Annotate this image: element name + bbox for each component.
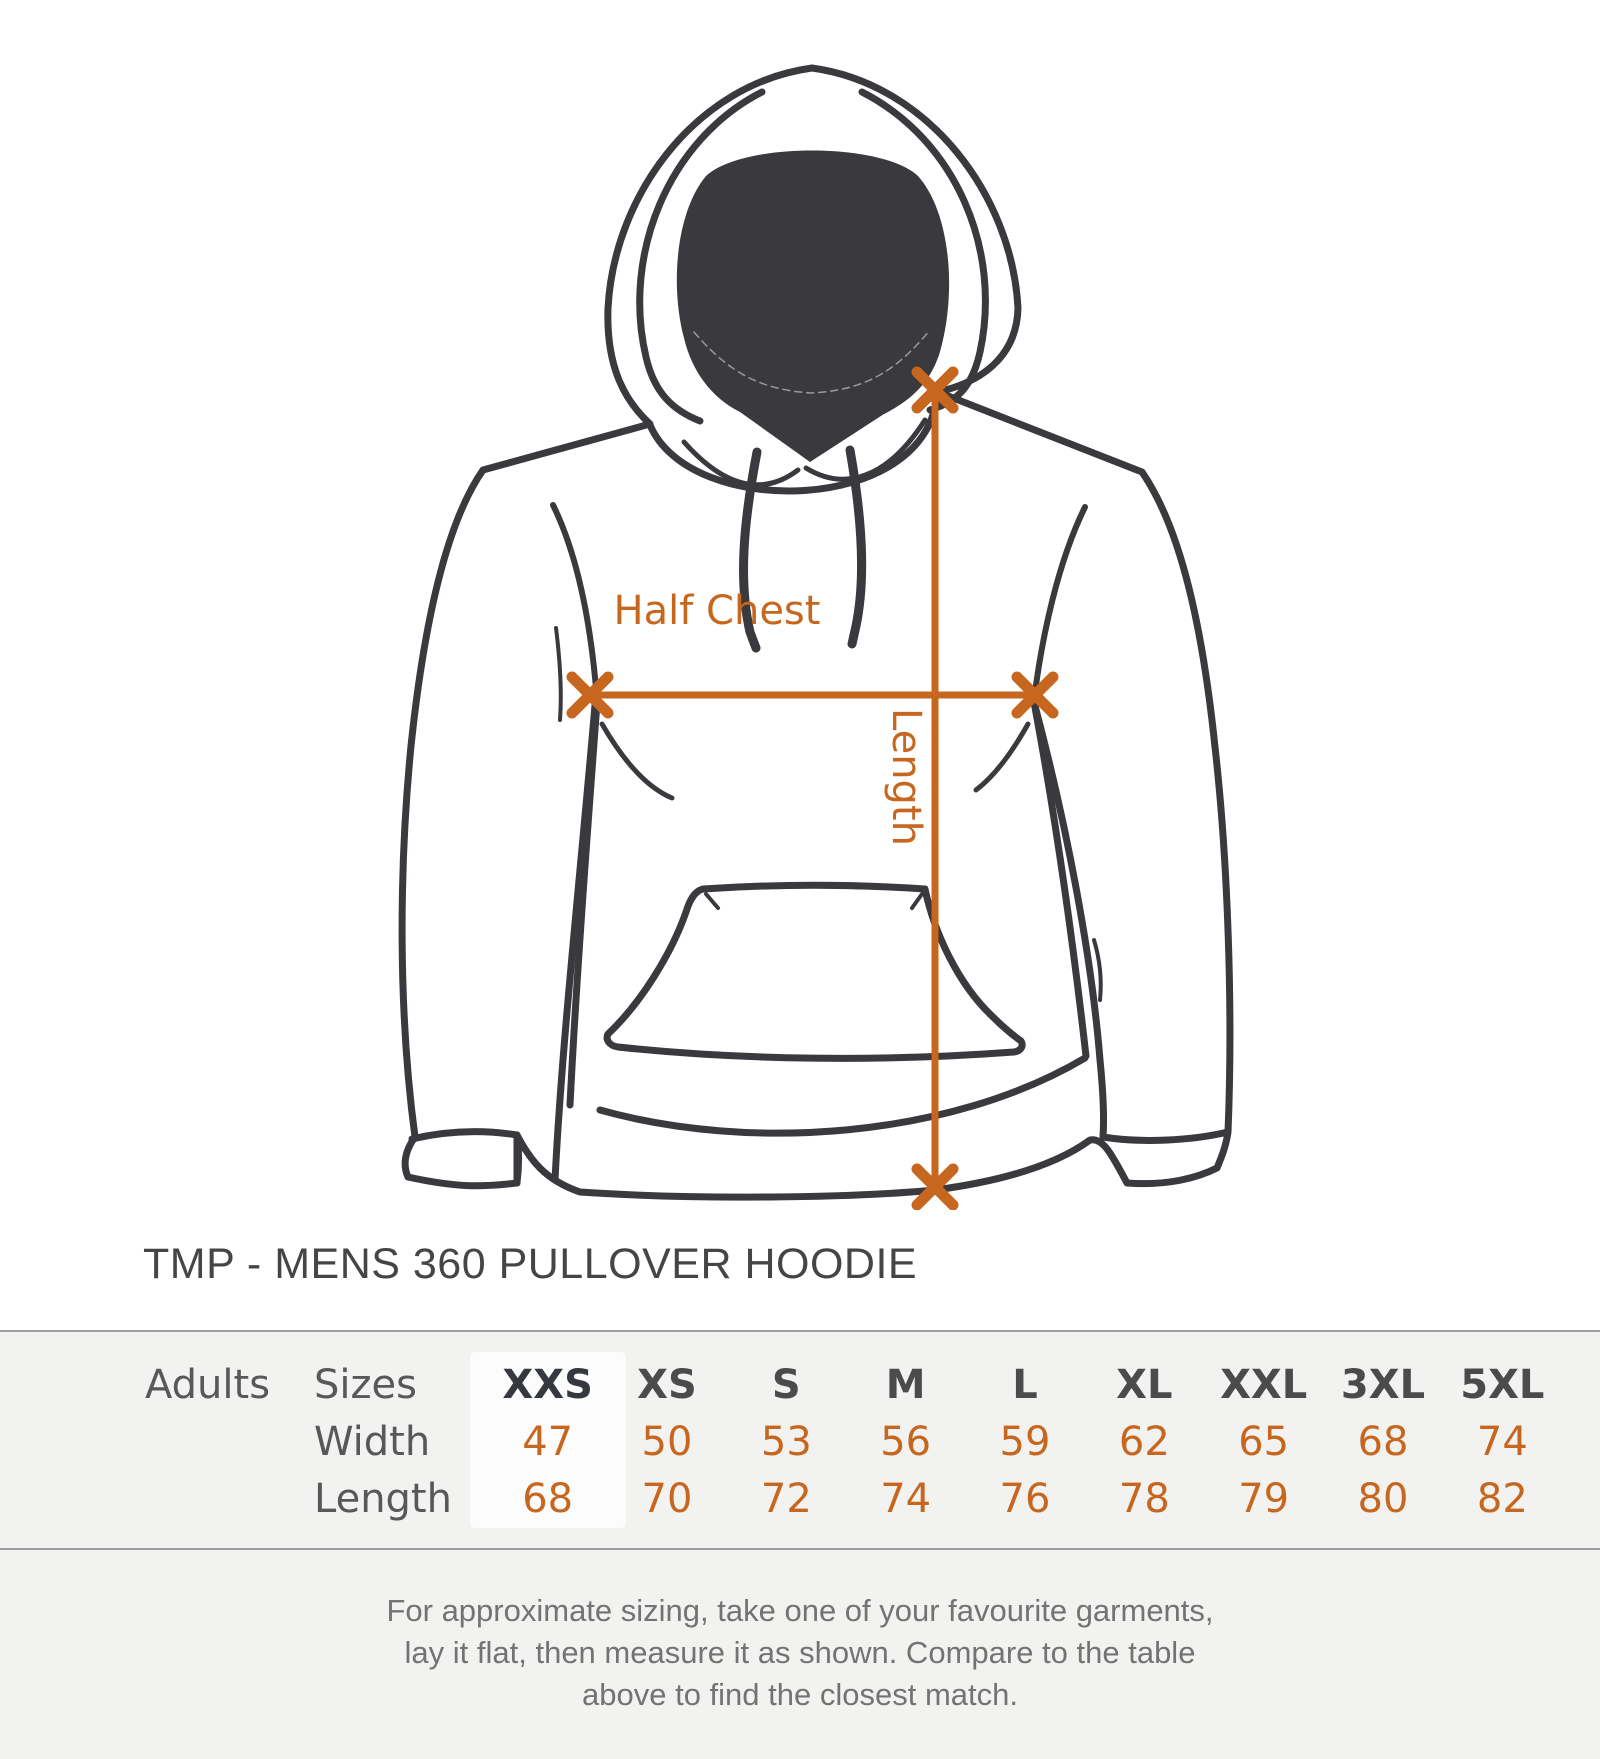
footer-band xyxy=(0,1548,1600,1759)
size-header-cell: 5XL xyxy=(1460,1362,1545,1408)
size-table-width-row xyxy=(0,1418,1600,1466)
size-header-cell: M xyxy=(885,1362,926,1408)
length-value-cell: 79 xyxy=(1238,1476,1290,1522)
row-label-length: Length xyxy=(314,1476,452,1522)
width-value-cell: 56 xyxy=(880,1419,932,1465)
length-label: Length xyxy=(883,708,929,846)
size-header-cell: 3XL xyxy=(1340,1362,1426,1408)
size-table-length-row xyxy=(0,1475,1600,1523)
length-value-cell: 68 xyxy=(522,1476,574,1522)
sizing-instructions-line2: lay it flat, then measure it as shown. Compare to the table xyxy=(404,1635,1196,1670)
width-value-cell: 47 xyxy=(522,1419,574,1465)
width-value-cell: 68 xyxy=(1357,1419,1409,1465)
width-value-cell: 53 xyxy=(760,1419,812,1465)
sizing-instructions xyxy=(0,1590,1600,1716)
size-table xyxy=(0,1330,1600,1548)
width-value-cell: 50 xyxy=(641,1419,693,1465)
half-chest-label: Half Chest xyxy=(613,588,821,634)
length-value-cell: 74 xyxy=(880,1476,932,1522)
size-header-cell: S xyxy=(771,1362,801,1408)
product-title: TMP - MENS 360 PULLOVER HOODIE xyxy=(143,1240,918,1288)
length-value-cell: 76 xyxy=(999,1476,1051,1522)
size-header-cell: XL xyxy=(1116,1362,1173,1408)
size-header-cell: XXS xyxy=(502,1362,593,1408)
length-value-cell: 78 xyxy=(1118,1476,1170,1522)
size-header-cell: L xyxy=(1012,1362,1038,1408)
sizing-instructions-line1: For approximate sizing, take one of your favourite garments, xyxy=(386,1593,1214,1628)
size-table-header-row xyxy=(0,1361,1600,1409)
length-value-cell: 80 xyxy=(1357,1476,1409,1522)
group-label: Adults xyxy=(145,1362,271,1408)
width-value-cell: 62 xyxy=(1118,1419,1170,1465)
size-header-cell: XXL xyxy=(1220,1362,1308,1408)
width-value-cell: 74 xyxy=(1476,1419,1528,1465)
size-header-cell: XS xyxy=(637,1362,697,1408)
row-label-width: Width xyxy=(314,1419,431,1465)
width-value-cell: 59 xyxy=(999,1419,1051,1465)
length-value-cell: 72 xyxy=(760,1476,812,1522)
width-value-cell: 65 xyxy=(1238,1419,1290,1465)
length-value-cell: 82 xyxy=(1476,1476,1528,1522)
row-label-sizes: Sizes xyxy=(314,1362,417,1408)
length-value-cell: 70 xyxy=(641,1476,693,1522)
sizing-instructions-line3: above to find the closest match. xyxy=(582,1677,1018,1712)
